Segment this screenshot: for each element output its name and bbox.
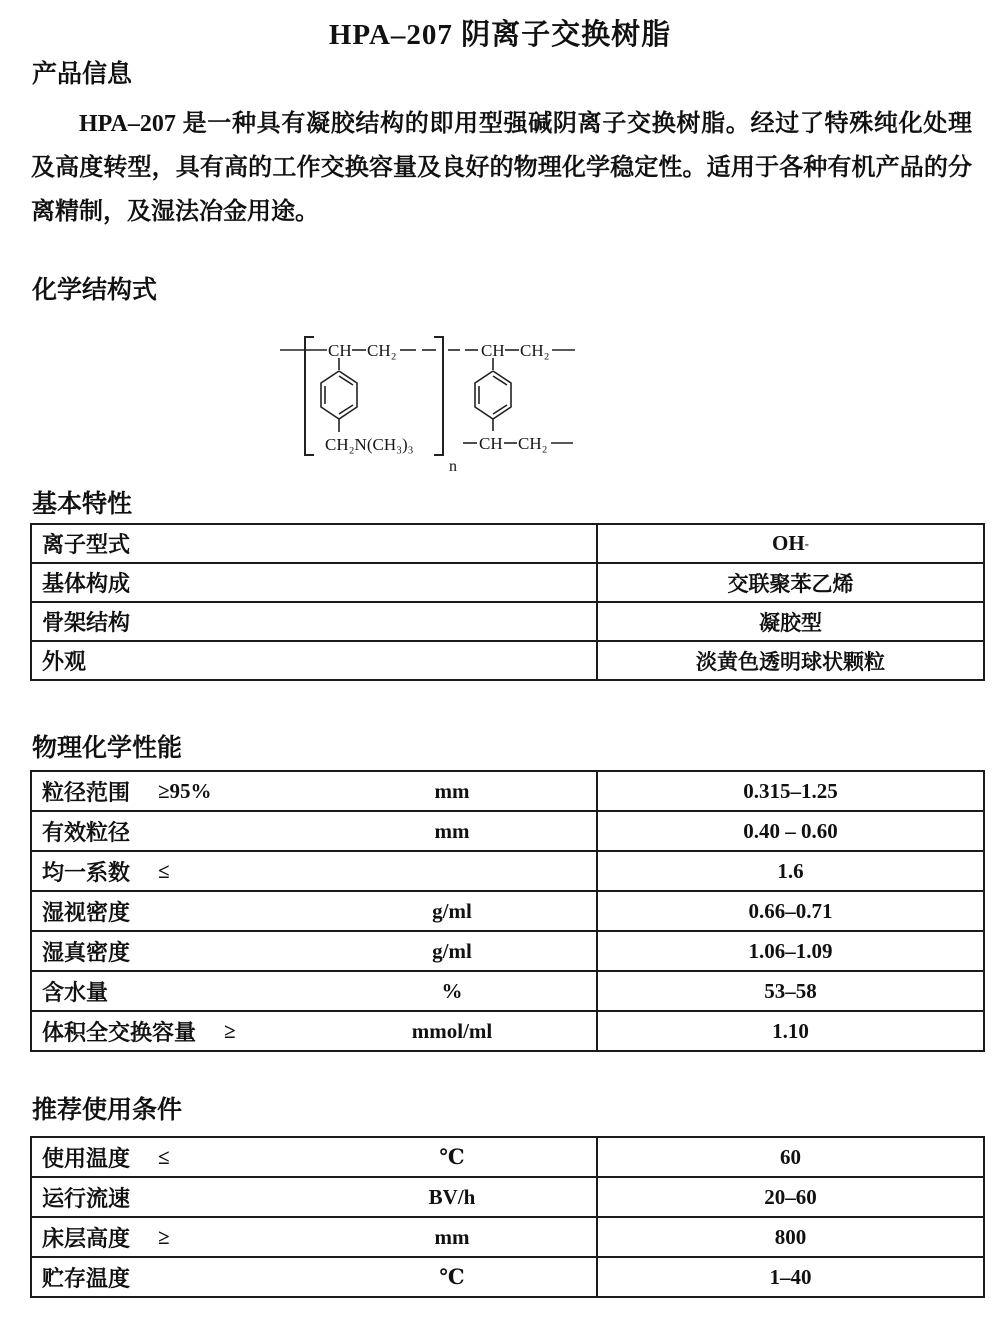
row-value: 淡黄色透明球状颗粒 xyxy=(696,649,885,674)
row-value: 20–60 xyxy=(764,1184,817,1209)
table-row xyxy=(32,930,983,970)
row-value: 1.06–1.09 xyxy=(748,938,833,963)
table-row xyxy=(32,640,983,679)
row-label: 使用温度 xyxy=(42,1145,131,1171)
row-label: 湿真密度 xyxy=(42,939,131,965)
table-row xyxy=(32,850,983,890)
row-value-cell xyxy=(598,1218,983,1256)
row-value: 0.40 – 0.60 xyxy=(743,818,838,843)
row-value: 1.6 xyxy=(777,858,804,883)
row-unit: BV/h xyxy=(428,1184,476,1209)
table-row xyxy=(32,890,983,930)
row-label-cell xyxy=(32,603,598,640)
formula-ch2-label: CH₂ xyxy=(518,434,548,453)
row-label: 运行流速 xyxy=(42,1185,131,1211)
row-label-cell xyxy=(32,1138,598,1176)
row-unit: mm xyxy=(434,778,470,803)
row-label: 基体构成 xyxy=(42,571,131,596)
section-heading-chemical-structure: 化学结构式 xyxy=(32,277,158,304)
row-label-cell xyxy=(32,772,598,810)
row-unit: ℃ xyxy=(439,1265,465,1289)
table-row xyxy=(32,562,983,601)
formula-ch-label: CH xyxy=(481,341,505,360)
row-value: 60 xyxy=(780,1144,801,1169)
row-qualifier: ≥ xyxy=(158,1224,170,1249)
row-value-cell xyxy=(598,1258,983,1296)
formula-ch-label: CH xyxy=(328,341,352,360)
left-bracket xyxy=(305,337,314,455)
row-label-cell xyxy=(32,892,598,930)
row-label: 体积全交换容量 xyxy=(42,1019,197,1045)
row-label: 粒径范围 xyxy=(42,779,131,805)
row-value-cell xyxy=(598,1138,983,1176)
formula-ch2-label: CH₂ xyxy=(520,341,550,360)
row-label-cell xyxy=(32,642,598,679)
row-value-cell xyxy=(598,892,983,930)
row-label-cell xyxy=(32,1178,598,1216)
physical-chemical-properties-table xyxy=(30,770,985,1052)
row-value-cell xyxy=(598,642,983,679)
row-label: 有效粒径 xyxy=(42,819,131,845)
row-qualifier: ≤ xyxy=(158,1144,170,1169)
table-row xyxy=(32,1256,983,1296)
row-value-cell xyxy=(598,1178,983,1216)
page-title: HPA–207 阴离子交换树脂 xyxy=(328,19,672,51)
row-label-cell xyxy=(32,852,598,890)
row-label-cell xyxy=(32,1012,598,1050)
row-unit: % xyxy=(441,978,463,1003)
formula-ch2-label: CH₂ xyxy=(367,341,397,360)
row-label-cell xyxy=(32,932,598,970)
row-qualifier: ≤ xyxy=(158,858,170,883)
formula-functional-group-label: CH₂N(CH₃)₃ xyxy=(325,435,414,454)
row-unit: ℃ xyxy=(439,1145,465,1169)
section-heading-recommended-conditions: 推荐使用条件 xyxy=(32,1097,183,1124)
basic-properties-table xyxy=(30,523,985,681)
row-value-cell xyxy=(598,564,983,601)
row-label: 床层高度 xyxy=(42,1225,131,1251)
row-value: 1.10 xyxy=(772,1018,809,1043)
row-unit: g/ml xyxy=(432,898,472,923)
row-label-cell xyxy=(32,812,598,850)
benzene-ring xyxy=(321,371,357,419)
row-value-cell: OH - xyxy=(771,531,809,555)
section-heading-physical-chemical: 物理化学性能 xyxy=(32,735,183,762)
row-value: 1–40 xyxy=(769,1264,812,1289)
row-label-cell xyxy=(32,1218,598,1256)
row-unit: mm xyxy=(434,1224,470,1249)
row-value-cell xyxy=(598,852,983,890)
section-heading-basic-properties: 基本特性 xyxy=(32,491,133,518)
row-qualifier: ≥ xyxy=(224,1018,236,1043)
row-label-cell xyxy=(32,972,598,1010)
table-row xyxy=(32,772,983,810)
right-bracket xyxy=(434,337,443,455)
row-value-cell xyxy=(598,1012,983,1050)
row-qualifier: ≥95% xyxy=(158,778,212,803)
recommended-conditions-table xyxy=(30,1136,985,1298)
row-value: 53–58 xyxy=(764,978,817,1003)
row-unit: g/ml xyxy=(432,938,472,963)
row-label-cell xyxy=(32,525,598,562)
table-row xyxy=(32,601,983,640)
row-value: 0.315–1.25 xyxy=(743,778,838,803)
row-label: 湿视密度 xyxy=(42,899,131,925)
formula-repeat-n: n xyxy=(449,458,457,475)
product-info-paragraph: HPA–207 是一种具有凝胶结构的即用型强碱阴离子交换树脂。经过了特殊纯化处理及高度转型，具有高的工作交换容量及良好的物理化学稳定性。适用于各种有机产品的分离精制，及湿法冶金用途。 xyxy=(31,111,972,225)
row-value-cell xyxy=(598,603,983,640)
row-value-cell xyxy=(598,812,983,850)
row-label: 骨架结构 xyxy=(42,610,131,635)
table-row xyxy=(32,970,983,1010)
row-label: 外观 xyxy=(42,649,87,674)
row-value: 0.66–0.71 xyxy=(748,898,833,923)
row-label: 含水量 xyxy=(42,979,109,1005)
row-value-cell xyxy=(598,932,983,970)
chemical-structure-diagram xyxy=(278,331,588,481)
formula-ch-label: CH xyxy=(479,434,503,453)
row-unit: mm xyxy=(434,818,470,843)
table-row xyxy=(32,1216,983,1256)
row-value-cell xyxy=(598,972,983,1010)
table-row xyxy=(32,810,983,850)
row-label: 贮存温度 xyxy=(42,1265,131,1291)
table-row xyxy=(32,1176,983,1216)
row-value-cell xyxy=(598,772,983,810)
section-heading-product-info: 产品信息 xyxy=(32,61,133,88)
row-unit: mmol/ml xyxy=(411,1018,493,1043)
row-value: 交联聚苯乙烯 xyxy=(727,571,854,596)
row-label: 离子型式 xyxy=(42,532,131,557)
table-row xyxy=(32,1138,983,1176)
table-row xyxy=(32,525,983,562)
row-value: 800 xyxy=(774,1224,807,1249)
benzene-ring xyxy=(475,371,511,419)
row-value: 凝胶型 xyxy=(759,610,822,635)
row-label: 均一系数 xyxy=(42,859,131,885)
row-label-cell xyxy=(32,1258,598,1296)
table-row xyxy=(32,1010,983,1050)
row-value: OH xyxy=(771,531,805,555)
row-label-cell xyxy=(32,564,598,601)
